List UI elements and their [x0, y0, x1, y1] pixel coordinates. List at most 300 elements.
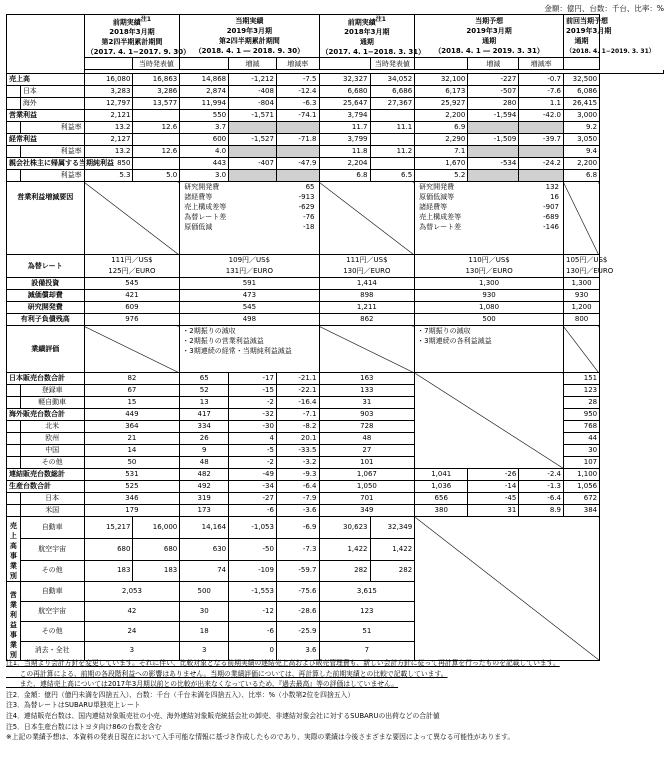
- indent-cell: [7, 385, 21, 397]
- value-cell: 930: [563, 290, 599, 302]
- segment-profit-label: 営業利益事業別: [7, 582, 21, 661]
- fx-prev_fy: [319, 255, 415, 278]
- header-announced-h1: 当時発表値: [133, 58, 180, 70]
- value-cell: -407: [229, 158, 277, 170]
- value-cell: 1,200: [563, 302, 599, 314]
- value-cell: 3: [84, 641, 180, 661]
- value-cell: [229, 122, 277, 134]
- value-cell: -6.9: [276, 517, 319, 539]
- diagonal-cell: [319, 182, 415, 255]
- row-label: その他: [20, 457, 84, 469]
- value-cell: -12: [229, 602, 277, 622]
- factor-value: -913: [298, 193, 315, 202]
- footnote: 注4．連結販売台数は、国内連結対象販売社の小売、海外連結対象販売統括会社の卸売、非連結対象会社に対するSUBARUの出荷などの合計値: [6, 711, 440, 720]
- fx-rate: 109円／US$: [228, 256, 271, 265]
- value-cell: 473: [180, 290, 319, 302]
- value-cell: [133, 158, 180, 170]
- earnings-table: [6, 14, 664, 661]
- value-cell: 52: [180, 385, 229, 397]
- value-cell: 11,994: [180, 98, 229, 110]
- value-cell: 9: [180, 445, 229, 457]
- fin-row: [7, 74, 664, 86]
- value-cell: 28: [563, 397, 599, 409]
- value-cell: 1,422: [370, 538, 415, 560]
- value-cell: 15: [84, 397, 180, 409]
- factor-name: 為替レート差: [184, 213, 227, 222]
- value-cell: 21: [84, 433, 180, 445]
- value-cell: 20.1: [276, 433, 319, 445]
- fx-row: [7, 255, 664, 278]
- value-cell: 680: [84, 538, 133, 560]
- row-label: 登録車: [20, 385, 84, 397]
- row-label: 消去・全社: [20, 641, 84, 661]
- evaluation-item: ・2期振りの営業利益減益: [182, 337, 264, 346]
- value-cell: 550: [180, 110, 229, 122]
- value-cell: 123: [563, 385, 599, 397]
- value-cell: 380: [415, 505, 468, 517]
- value-cell: 16,000: [133, 517, 180, 539]
- factor-name: 売上構成差等: [419, 213, 462, 222]
- value-cell: -17: [229, 373, 277, 385]
- factor-item: [182, 212, 316, 222]
- value-cell: 25,647: [319, 98, 370, 110]
- value-cell: 672: [563, 493, 599, 505]
- value-cell: -21.1: [276, 373, 319, 385]
- fx-rate: 130円／EURO: [465, 267, 513, 276]
- factors-fy: [415, 182, 564, 255]
- fin-row: [7, 98, 664, 110]
- factor-name: 為替レート差: [419, 223, 462, 232]
- fin-row: [7, 110, 664, 122]
- value-cell: -227: [468, 74, 519, 86]
- fin-row: [7, 146, 664, 158]
- value-cell: 5.0: [133, 170, 180, 182]
- value-cell: 800: [563, 314, 599, 326]
- value-cell: 14: [84, 445, 180, 457]
- value-cell: -507: [468, 86, 519, 98]
- unit-sales-row: [7, 385, 664, 397]
- factor-item: [182, 192, 316, 202]
- unit-sales-row: [7, 409, 664, 421]
- header-change-h1: 増減: [229, 58, 277, 70]
- value-cell: -6: [229, 505, 277, 517]
- value-cell: 13.2: [84, 122, 133, 134]
- value-cell: -1,053: [229, 517, 277, 539]
- diagonal-cell: [563, 326, 599, 373]
- unit-sales-row: [7, 469, 664, 481]
- value-cell: [370, 134, 415, 146]
- value-cell: -15: [229, 385, 277, 397]
- indent-cell: [7, 505, 21, 517]
- value-cell: 1,036: [415, 481, 468, 493]
- value-cell: -408: [229, 86, 277, 98]
- value-cell: -1,553: [229, 582, 277, 602]
- value-cell: -1.3: [519, 481, 564, 493]
- row-label: 自動車: [20, 582, 84, 602]
- value-cell: 4.0: [180, 146, 229, 158]
- value-cell: 173: [180, 505, 229, 517]
- value-cell: -1,594: [468, 110, 519, 122]
- value-cell: 67: [84, 385, 180, 397]
- value-cell: 492: [180, 481, 229, 493]
- value-cell: -42.0: [519, 110, 564, 122]
- factor-value: -689: [543, 213, 559, 222]
- value-cell: -47.9: [276, 158, 319, 170]
- value-cell: 65: [180, 373, 229, 385]
- value-cell: 12.6: [133, 146, 180, 158]
- value-cell: -2: [229, 457, 277, 469]
- value-cell: -1,212: [229, 74, 277, 86]
- value-cell: 630: [180, 538, 229, 560]
- value-cell: -16.4: [276, 397, 319, 409]
- header-prev-forecast: 前回当期予想 2019年3月期 通期 （2018. 4. 1−2019. 3. 31）: [563, 15, 599, 58]
- fx-rate: 111円／US$: [111, 256, 153, 265]
- row-label: 生産台数合計: [7, 481, 85, 493]
- value-cell: 12,797: [84, 98, 133, 110]
- value-cell: 319: [180, 493, 229, 505]
- evaluation-label: 業績評価: [7, 326, 85, 373]
- value-cell: -804: [229, 98, 277, 110]
- factor-value: 132: [545, 183, 559, 192]
- value-cell: 13.2: [84, 146, 133, 158]
- row-label: 経常利益: [7, 134, 85, 146]
- value-cell: 6,680: [319, 86, 370, 98]
- value-cell: 346: [84, 493, 180, 505]
- row-label: 日本: [20, 493, 84, 505]
- value-cell: -0.7: [519, 74, 564, 86]
- value-cell: 6,173: [415, 86, 468, 98]
- value-cell: 26: [180, 433, 229, 445]
- footnote: 注5．日本生産台数にはトヨタ向け86の台数を含む: [6, 722, 162, 731]
- value-cell: -6.4: [519, 493, 564, 505]
- diagonal-cell: [415, 517, 600, 661]
- value-cell: -74.1: [276, 110, 319, 122]
- value-cell: -59.7: [276, 560, 319, 582]
- diagonal-cell: [319, 326, 415, 373]
- value-cell: -75.6: [276, 582, 319, 602]
- value-cell: 74: [180, 560, 229, 582]
- value-cell: 1.1: [519, 98, 564, 110]
- factor-value: -76: [303, 213, 315, 222]
- value-cell: 13: [180, 397, 229, 409]
- factor-name: 諸経費等: [419, 203, 448, 212]
- factor-name: 研究開発費: [184, 183, 220, 192]
- value-cell: 9.4: [563, 146, 599, 158]
- value-cell: 898: [319, 290, 415, 302]
- header-announced-fy: 当時発表値: [370, 58, 415, 70]
- row-label: 米国: [20, 505, 84, 517]
- value-cell: 82: [84, 373, 180, 385]
- indent-cell: [7, 98, 21, 110]
- value-cell: [229, 146, 277, 158]
- value-cell: 11.7: [319, 122, 370, 134]
- value-cell: 3,615: [319, 582, 415, 602]
- row-label: 減価償却費: [7, 290, 85, 302]
- value-cell: -39.7: [519, 134, 564, 146]
- value-cell: 680: [133, 538, 180, 560]
- indent-cell: [7, 421, 21, 433]
- factor-name: 原価低減: [184, 223, 213, 232]
- fx-rate: 125円／EURO: [108, 267, 156, 276]
- unit-sales-row: [7, 421, 664, 433]
- value-cell: 768: [563, 421, 599, 433]
- value-cell: 123: [319, 602, 415, 622]
- value-cell: 51: [319, 621, 415, 641]
- value-cell: 609: [84, 302, 180, 314]
- fin-row: [7, 158, 664, 170]
- fx-rate: 131円／EURO: [225, 267, 274, 276]
- value-cell: -45: [468, 493, 519, 505]
- value-cell: 600: [180, 134, 229, 146]
- value-cell: 545: [180, 302, 319, 314]
- row-label: 研究開発費: [7, 302, 85, 314]
- unit-sales-row: [7, 373, 664, 385]
- value-cell: 44: [563, 433, 599, 445]
- fx-pf: [563, 255, 614, 278]
- factor-value: -146: [543, 223, 559, 232]
- header-change-fy: 増減: [468, 58, 519, 70]
- factors-label-text: 営業利益増減要因: [17, 193, 74, 202]
- fx-label: 為替レート: [7, 255, 85, 278]
- value-cell: 26,415: [563, 98, 599, 110]
- value-cell: 32,500: [563, 74, 599, 86]
- header-prev-h1: 前期実績$^{注1}$ 2018年3月期 第2四半期累計期間 （2017. 4. 1−2017. 9. 30）: [84, 15, 180, 58]
- indent-cell: [7, 493, 21, 505]
- value-cell: 5.2: [415, 170, 468, 182]
- value-cell: 5.3: [84, 170, 133, 182]
- value-cell: 11.2: [370, 146, 415, 158]
- unit-sales-row: [7, 457, 664, 469]
- row-label: 利益率: [20, 122, 84, 134]
- indent-cell: [7, 146, 21, 158]
- value-cell: [370, 158, 415, 170]
- value-cell: 976: [84, 314, 180, 326]
- unit-sales-row: [7, 445, 664, 457]
- value-cell: [519, 146, 564, 158]
- value-cell: [370, 110, 415, 122]
- factor-item: [417, 182, 561, 192]
- footnote: 注1．当期より会計方針を変更しています。それに伴い、比較対象となる前期実績の連結売上高および販売管理費も、新しい会計方針に従って再計算を行ったものを記載しています。: [6, 659, 560, 667]
- factor-name: 売上構成差等: [184, 203, 227, 212]
- row-label: 海外販売台数合計: [7, 409, 85, 421]
- header-corner: [7, 15, 85, 74]
- value-cell: 500: [415, 314, 564, 326]
- value-cell: 449: [84, 409, 180, 421]
- value-cell: 701: [319, 493, 415, 505]
- value-cell: -1,527: [229, 134, 277, 146]
- header-rate-h1: 増減率: [276, 58, 319, 70]
- value-cell: 903: [319, 409, 415, 421]
- row-label: 航空宇宙: [20, 538, 84, 560]
- row-label: 軽自動車: [20, 397, 84, 409]
- value-cell: 3,000: [563, 110, 599, 122]
- header-row-1: [7, 15, 664, 58]
- header-prev-fy: 前期実績$^{注1}$ 2018年3月期 通期 （2017. 4. 1−2018. 3. 31）: [319, 15, 415, 58]
- value-cell: 0: [229, 641, 277, 661]
- production-row: [7, 493, 664, 505]
- fx-cur_h1: [180, 255, 319, 278]
- value-cell: 151: [563, 373, 599, 385]
- row-label: 利益率: [20, 170, 84, 182]
- indent-cell: [7, 445, 21, 457]
- diagonal-cell: [84, 182, 180, 255]
- value-cell: 15,217: [84, 517, 133, 539]
- evaluation-item: ・3期連続の各利益減益: [417, 337, 492, 346]
- value-cell: 1,422: [319, 538, 370, 560]
- fin-row: [7, 170, 664, 182]
- value-cell: [133, 110, 180, 122]
- row-label: 日本: [20, 86, 84, 98]
- value-cell: 32,100: [415, 74, 468, 86]
- production-row: [7, 481, 664, 493]
- factor-value: 16: [550, 193, 559, 202]
- factor-item: [182, 222, 316, 232]
- value-cell: [276, 146, 319, 158]
- footnote: この再計算による、前期の各段階利益への影響はありません。当期の業績評価については、再計算した前期実績との比較で記載しています。: [6, 669, 448, 678]
- value-cell: 25,927: [415, 98, 468, 110]
- factor-item: [417, 222, 561, 232]
- fin-row: [7, 86, 664, 98]
- value-cell: 1,300: [563, 278, 599, 290]
- invest-row: [7, 278, 664, 290]
- value-cell: -1,571: [229, 110, 277, 122]
- row-label: 営業利益: [7, 110, 85, 122]
- value-cell: 24: [84, 621, 180, 641]
- value-cell: -109: [229, 560, 277, 582]
- value-cell: 30,623: [319, 517, 370, 539]
- unit-sales-row: [7, 433, 664, 445]
- value-cell: 11.8: [319, 146, 370, 158]
- evaluation-h1: [180, 326, 319, 373]
- value-cell: 1,670: [415, 158, 468, 170]
- value-cell: 1,050: [319, 481, 415, 493]
- value-cell: [229, 170, 277, 182]
- value-cell: 2,200: [415, 110, 468, 122]
- value-cell: -6.3: [276, 98, 319, 110]
- value-cell: 3,286: [133, 86, 180, 98]
- value-cell: 2,874: [180, 86, 229, 98]
- value-cell: -5: [229, 445, 277, 457]
- value-cell: 3.6: [276, 641, 319, 661]
- row-label: 航空宇宙: [20, 602, 84, 622]
- value-cell: [468, 170, 519, 182]
- value-cell: 280: [468, 98, 519, 110]
- value-cell: 48: [180, 457, 229, 469]
- value-cell: 48: [319, 433, 415, 445]
- value-cell: 6.8: [563, 170, 599, 182]
- factors-h1: [180, 182, 319, 255]
- value-cell: 7: [319, 641, 415, 661]
- value-cell: 7.1: [415, 146, 468, 158]
- footnote: 注2．金額：億円（億円未満を四捨五入）、台数：千台（千台未満を四捨五入）、比率：%（小数第2位を四捨五入）: [6, 690, 355, 699]
- value-cell: 4: [229, 433, 277, 445]
- header-rate-fy: 増減率: [519, 58, 564, 70]
- row-label: その他: [20, 560, 84, 582]
- value-cell: 2,290: [415, 134, 468, 146]
- value-cell: -32: [229, 409, 277, 421]
- evaluation-fy: [415, 326, 564, 373]
- value-cell: 531: [84, 469, 180, 481]
- value-cell: 349: [319, 505, 415, 517]
- factor-value: -629: [298, 203, 315, 212]
- value-cell: 8.9: [519, 505, 564, 517]
- value-cell: 34,052: [370, 74, 415, 86]
- value-cell: 525: [84, 481, 180, 493]
- value-cell: 14,868: [180, 74, 229, 86]
- factor-value: -18: [303, 223, 315, 232]
- value-cell: 16,863: [133, 74, 180, 86]
- value-cell: 3,050: [563, 134, 599, 146]
- value-cell: 9.2: [563, 122, 599, 134]
- row-label: 売上高: [7, 74, 85, 86]
- value-cell: 1,211: [319, 302, 415, 314]
- factor-item: [417, 212, 561, 222]
- value-cell: 3: [180, 641, 229, 661]
- fin-row: [7, 134, 664, 146]
- value-cell: -14: [468, 481, 519, 493]
- indent-cell: [7, 122, 21, 134]
- value-cell: -33.5: [276, 445, 319, 457]
- value-cell: -7.9: [276, 493, 319, 505]
- value-cell: -1,509: [468, 134, 519, 146]
- value-cell: 30: [180, 602, 229, 622]
- value-cell: 417: [180, 409, 229, 421]
- value-cell: 3,283: [84, 86, 133, 98]
- value-cell: -24.2: [519, 158, 564, 170]
- value-cell: 3,799: [319, 134, 370, 146]
- row-label: 自動車: [20, 517, 84, 539]
- value-cell: -6.4: [276, 481, 319, 493]
- value-cell: -2.4: [519, 469, 564, 481]
- indent-cell: [7, 433, 21, 445]
- value-cell: 1,080: [415, 302, 564, 314]
- value-cell: -28.6: [276, 602, 319, 622]
- evaluation-item: ・3期連続の経常・当期純利益減益: [182, 347, 292, 356]
- fx-rate: 105円／US$: [565, 256, 608, 265]
- value-cell: 364: [84, 421, 180, 433]
- value-cell: 443: [180, 158, 229, 170]
- evaluation-row: [7, 326, 664, 373]
- factor-item: [417, 202, 561, 212]
- value-cell: 591: [180, 278, 319, 290]
- value-cell: 6.5: [370, 170, 415, 182]
- value-cell: 6,686: [370, 86, 415, 98]
- value-cell: 16,080: [84, 74, 133, 86]
- factor-value: -907: [543, 203, 559, 212]
- value-cell: 133: [319, 385, 415, 397]
- fx-fc: [415, 255, 564, 278]
- indent-cell: [7, 457, 21, 469]
- earnings-table-body: [7, 15, 664, 661]
- value-cell: 107: [563, 457, 599, 469]
- segment-sales-row: [7, 517, 664, 539]
- indent-cell: [7, 397, 21, 409]
- value-cell: -2: [229, 397, 277, 409]
- value-cell: -534: [468, 158, 519, 170]
- value-cell: 42: [84, 602, 180, 622]
- value-cell: [519, 122, 564, 134]
- value-cell: 14,164: [180, 517, 229, 539]
- indent-cell: [7, 170, 21, 182]
- value-cell: 482: [180, 469, 229, 481]
- value-cell: -22.1: [276, 385, 319, 397]
- fin-row: [7, 122, 664, 134]
- value-cell: 3.7: [180, 122, 229, 134]
- value-cell: 3,794: [319, 110, 370, 122]
- value-cell: 3.0: [180, 170, 229, 182]
- invest-row: [7, 302, 664, 314]
- value-cell: 30: [563, 445, 599, 457]
